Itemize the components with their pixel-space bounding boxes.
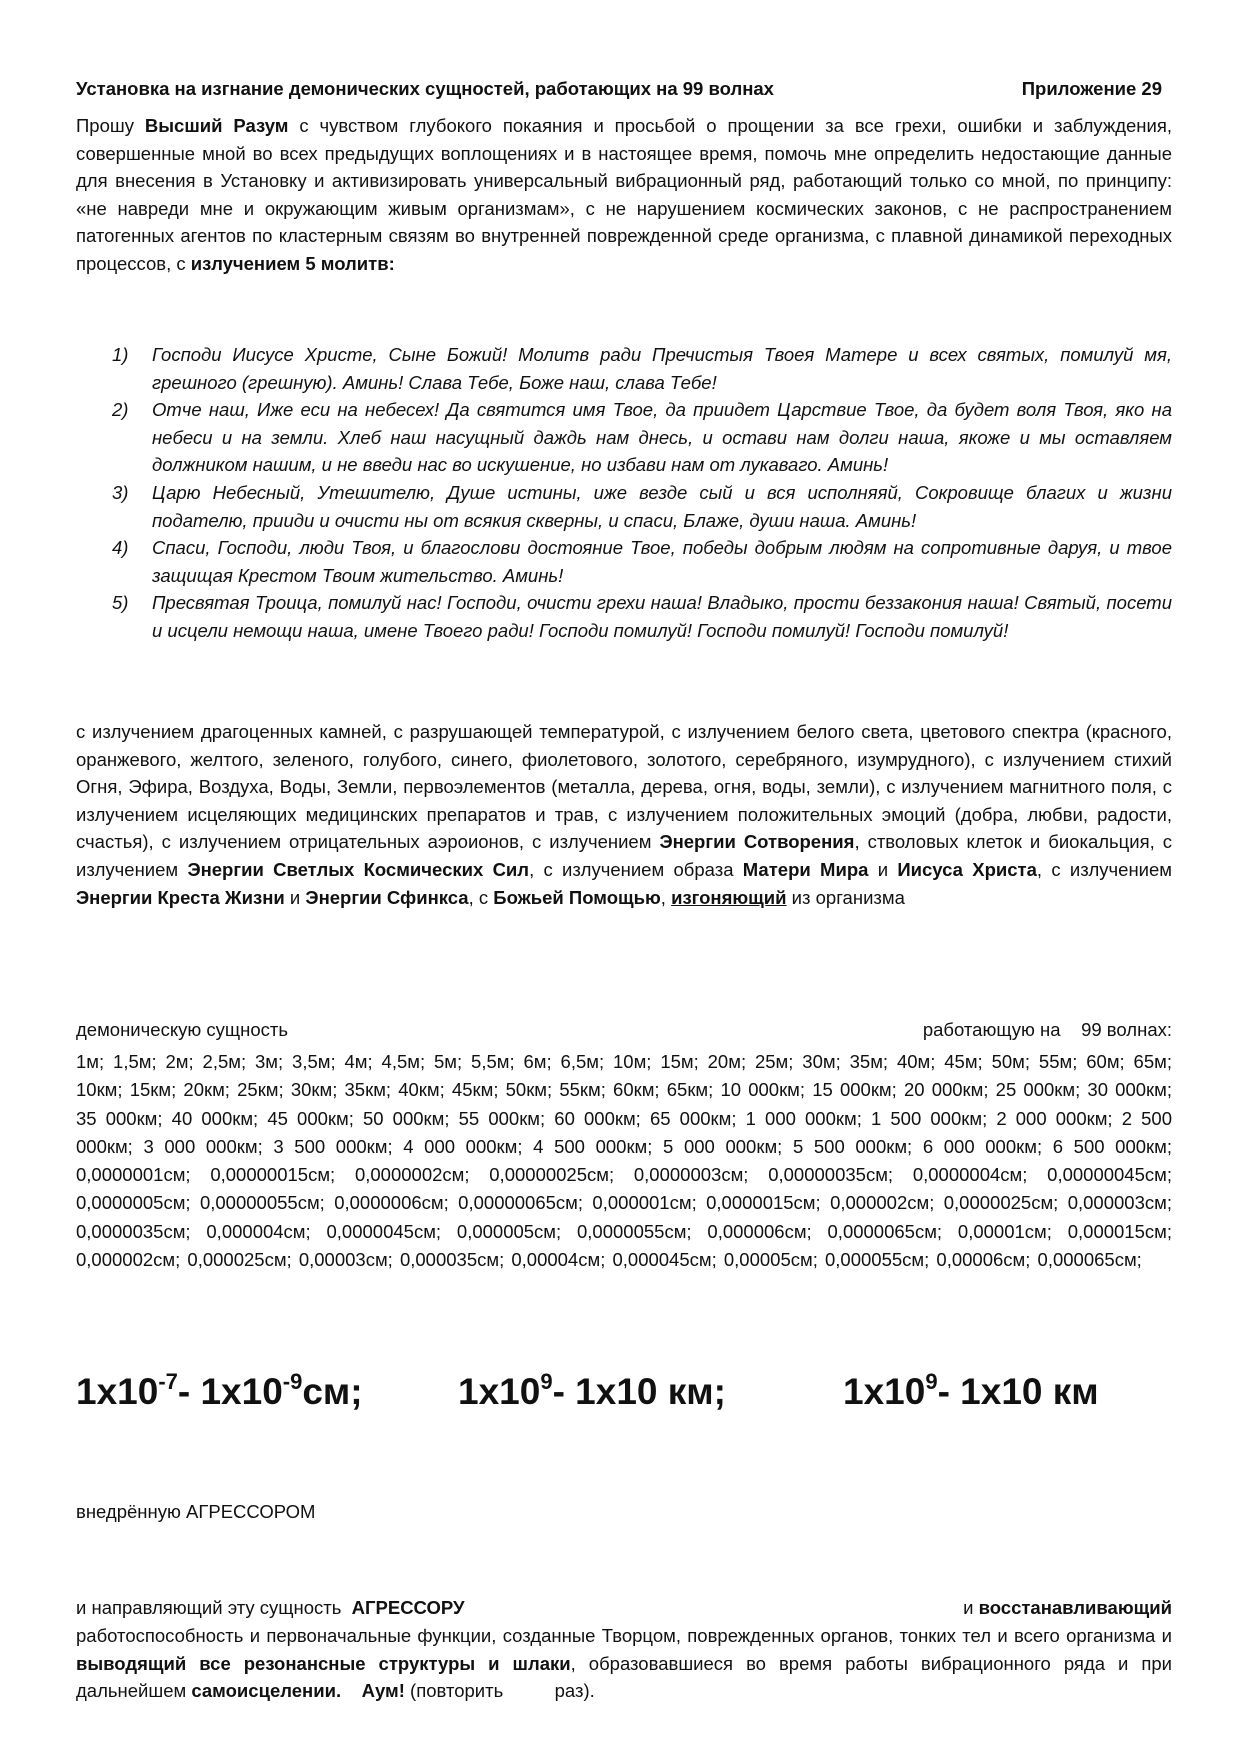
restore-bold: выводящий все резонансные структуры и шлаки: [76, 1652, 571, 1674]
big-range-text: км: [1042, 1371, 1099, 1412]
big-range-exponent: 9: [925, 1369, 938, 1394]
intro-text-1: Прошу: [76, 115, 145, 136]
big-range-exponent: 9: [540, 1369, 553, 1394]
direct-text: и: [963, 1597, 979, 1618]
intro-paragraph: [76, 112, 1172, 278]
big-range-2: [458, 1371, 726, 1413]
emission-text: из организма: [786, 886, 905, 908]
prayer-item: [112, 479, 1172, 534]
entity-left-text: демоническую сущность: [76, 1019, 288, 1040]
entity-line: [76, 1019, 1172, 1041]
big-range-text: - 1х10: [177, 1371, 283, 1412]
emission-bold: Энергии Сотворения: [659, 831, 855, 853]
restore-bold: самоисцелении.: [191, 1680, 342, 1702]
restore-text: , образовавшиеся во время работы вибрационного ряда и при дальнейшем: [76, 1652, 1172, 1702]
emission-text: , стволовых клеток и биокальция, с излучением: [76, 831, 1173, 880]
appendix-label: Приложение 29: [1021, 78, 1162, 99]
big-range-text: - 1х10: [937, 1371, 1043, 1412]
emission-text: , с: [468, 886, 494, 908]
big-range-text: 1х10: [458, 1371, 541, 1412]
prayer-number: 2): [112, 399, 129, 421]
emission-bold: Энергии Креста Жизни: [76, 886, 285, 908]
direct-text: и направляющий эту сущность: [76, 1597, 352, 1618]
emission-bold: Божьей Помощью: [493, 886, 661, 908]
emission-text: с излучением драгоценных камней, с разрушающей температурой, с излучением белого света, цветового спектра (красного, оранжевого, желтого, зеленого, голубого, синего, фиолетового, золотого, серебряного, изумрудного), с излучением стихий Огня, Эфира, Воздуха, Воды, Земли, первоэлементов (металла, дерева, огня, воды, земли), с излучением магнитного поля, с излучением исцеляющих медицинских препаратов и трав, с излучением положительных эмоций (добра, любви, радости, счастья), с излучением отрицательных аэроионов, с излучением: [76, 721, 1172, 853]
dimension-list: 1м; 1,5м; 2м; 2,5м; 3м; 3,5м; 4м; 4,5м; 5м; 5,5м; 6м; 6,5м; 10м; 15м; 20м; 25м; 30м; 35м; 40м; 45м; 50м; 55м; 60м; 65м; 10км; 15км; 20км; 25км; 30км; 35км; 40км; 45км; 50км; 55км; 60км; 65км; 10 000км; 15 000км; 20 000км; 25 000км; 30 000км; 35 000км; 40 000км; 45 000км; 50 000км; 55 000км; 60 000км; 65 000км; 1 000 000км; 1 500 000км; 2 000 000км; 2 500 000км; 3 000 000км; 3 500 000км; 4 000 000км; 4 500 000км; 5 000 000км; 5 500 000км; 6 000 000км; 6 500 000км; 0,0000001см; 0,00000015см; 0,0000002см; 0,00000025см; 0,0000003см; 0,00000035см; 0,0000004см; 0,00000045см; 0,0000005см; 0,00000055см; 0,0000006см; 0,00000065см; 0,000001см; 0,0000015см; 0,000002см; 0,0000025см; 0,000003см; 0,0000035см; 0,000004см; 0,0000045см; 0,000005см; 0,0000055см; 0,000006см; 0,0000065см; 0,00001см; 0,000015см; 0,000002см; 0,000025см; 0,00003см; 0,000035см; 0,00004см; 0,000045см; 0,00005см; 0,000055см; 0,00006см; 0,000065см;: [76, 1051, 1172, 1271]
intro-text-2: с чувством глубокого покаяния и просьбой о прощении за все грехи, ошибки и заблуждения, совершенные мной во всех предыдущих воплощениях и в настоящее время, помочь мне определить недостающие данные для внесения в Установку и активизировать универсальный вибрационный ряд, работающий только со мной, по принципу: «не навреди мне и окружающим живым организмам», с не нарушением космических законов, с не распространением патогенных агентов по кластерным связям во внутренней поврежденной среде организма, с плавной динамикой переходных процессов, с: [76, 115, 1172, 274]
document-header: [76, 78, 1172, 100]
prayer-text: Отче наш, Иже еси на небесех! Да святится имя Твое, да приидет Царствие Твое, да будет воля Твоя, яко на небеси и на земли. Хлеб наш насущный даждь нам днесь, и остави нам долги наша, якоже и мы оставляем должником нашим, и не введи нас во искушение, но избави нам от лукаваго. Аминь!: [152, 399, 1172, 476]
prayer-text: Господи Иисусе Христе, Сыне Божий! Молитв ради Пречистыя Твоея Матере и всех святых, помилуй мя, грешного (грешную). Аминь! Слава Тебе, Боже наш, слава Тебе!: [152, 344, 1172, 393]
restore-text: (повторить раз).: [404, 1680, 595, 1702]
restore-bold: Аум!: [361, 1680, 405, 1702]
prayer-item: [112, 341, 1172, 396]
prayer-text: Спаси, Господи, люди Твоя, и благослови достояние Твое, победы добрым людям на сопротивные даруя, и твое защищая Крестом Твоим жительство. Аминь!: [152, 537, 1172, 586]
prayer-number: 1): [112, 344, 129, 365]
direct-bold: восстанавливающий: [978, 1597, 1172, 1618]
prayer-item: [112, 589, 1172, 644]
emission-bold: Энергии Сфинкса: [305, 886, 469, 908]
direct-line: [76, 1597, 1172, 1619]
big-range-exponent: -7: [158, 1369, 178, 1394]
emission-bold: Иисуса Христа: [897, 858, 1037, 880]
restore-paragraph: [76, 1622, 1172, 1705]
emission-text: , с излучением образа: [529, 858, 743, 880]
emission-underlined-bold: изгоняющий: [671, 886, 787, 908]
big-range-text: см;: [302, 1371, 363, 1412]
direct-right: [963, 1597, 1172, 1619]
big-range-1: [76, 1371, 363, 1413]
direct-bold: АГРЕССОРУ: [351, 1597, 465, 1618]
emission-paragraph: [76, 718, 1172, 911]
intro-bold-2: излучением 5 молитв:: [190, 252, 395, 274]
big-range-text: 1х10: [843, 1371, 926, 1412]
big-range-3: [843, 1371, 1099, 1413]
emission-bold: Энергии Светлых Космических Сил: [187, 858, 530, 880]
big-range-text: 1х10: [76, 1371, 159, 1412]
emission-text: и: [284, 886, 306, 908]
restore-text: работоспособность и первоначальные функции, созданные Творцом, поврежденных органов, тонких тел и всего организма и: [76, 1625, 1172, 1646]
prayer-text: Пресвятая Троица, помилуй нас! Господи, очисти грехи наша! Владыко, прости беззакония наша! Святый, посети и исцели немощи наша, имене Твоего ради! Господи помилуй! Господи помилуй! Господи помилуй!: [152, 592, 1172, 641]
big-range-text: - 1х10: [552, 1371, 658, 1412]
implanted-line: внедрённую АГРЕССОРОМ: [76, 1501, 316, 1522]
intro-bold-1: Высший Разум: [144, 115, 289, 136]
prayer-text: Царю Небесный, Утешителю, Душе истины, иже везде сый и вся исполняяй, Сокровище благих и жизни подателю, прииди и очисти ны от всякия скверны, и спаси, Блаже, души наша. Аминь!: [152, 481, 1172, 531]
emission-text: ,: [660, 886, 672, 908]
emission-bold: Матери Мира: [742, 858, 869, 880]
prayer-number: 4): [112, 537, 129, 559]
entity-right-text: работающую на 99 волнах:: [922, 1019, 1172, 1040]
prayer-item: [112, 534, 1172, 589]
prayer-list: [112, 341, 1172, 645]
prayer-number: 5): [112, 592, 129, 614]
restore-text: [341, 1680, 362, 1701]
big-range-exponent: -9: [282, 1369, 303, 1394]
big-range-text: км;: [657, 1371, 726, 1412]
prayer-item: [112, 396, 1172, 479]
prayer-number: 3): [112, 481, 129, 503]
document-title: Установка на изгнание демонических сущностей, работающих на 99 волнах: [76, 78, 774, 99]
emission-text: , с излучением: [1036, 858, 1173, 880]
emission-text: и: [868, 858, 898, 880]
